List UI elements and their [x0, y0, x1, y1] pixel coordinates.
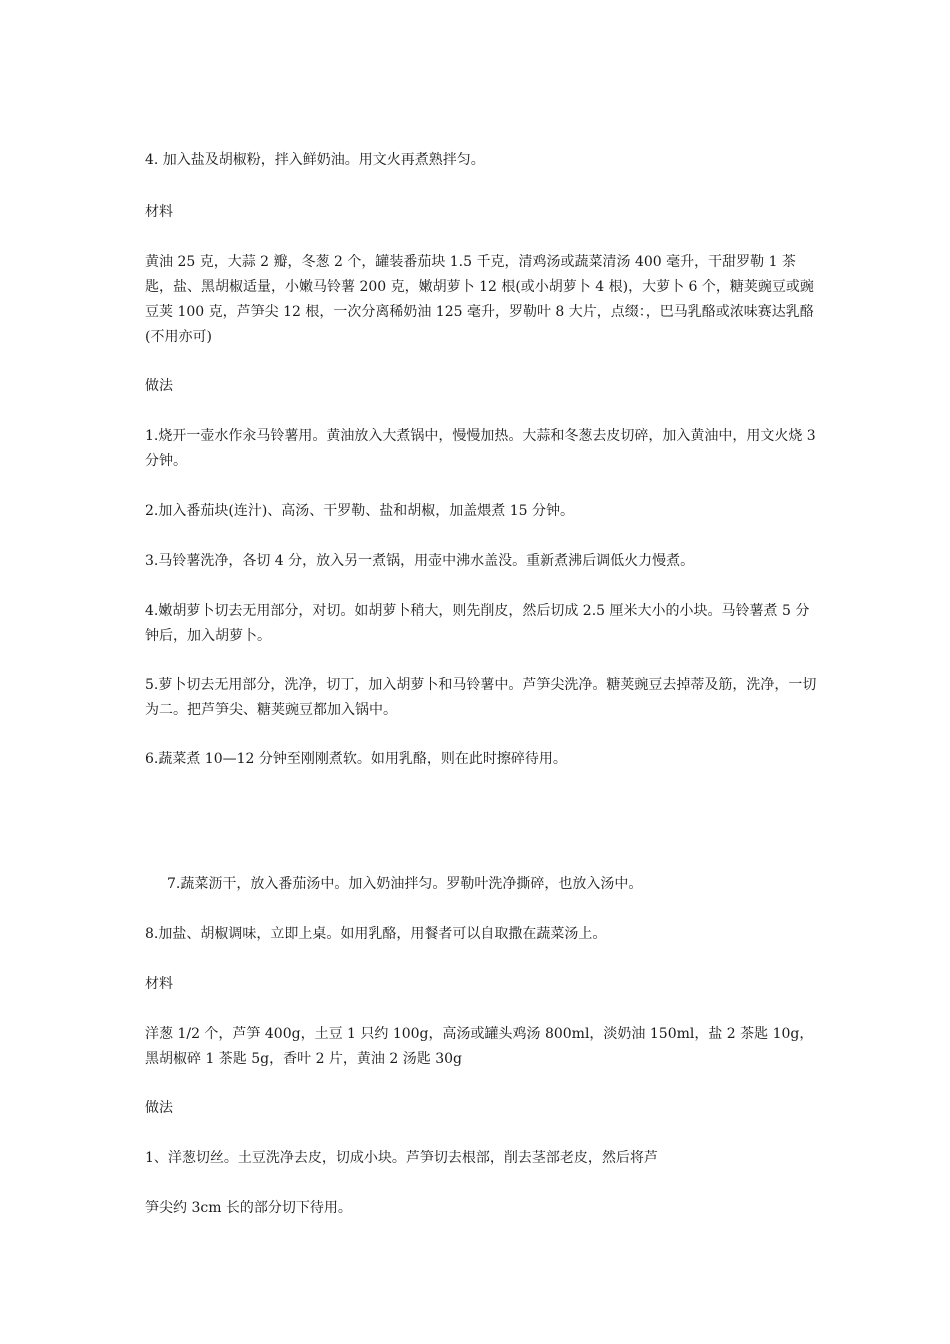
paragraph-method-step-1: 1.烧开一壶水作汆马铃薯用。黄油放入大煮锅中，慢慢加热。大蒜和冬葱去皮切碎，加入黄油中，用文火烧 3 分钟。 — [145, 428, 816, 469]
heading-ingredients-2: 材料 — [145, 976, 173, 992]
paragraph-method-step-2: 2.加入番茄块(连汁)、高汤、干罗勒、盐和胡椒，加盖煨煮 15 分钟。 — [145, 503, 574, 519]
heading-method-2: 做法 — [145, 1100, 173, 1116]
paragraph-ingredients-list-1: 黄油 25 克，大蒜 2 瓣，冬葱 2 个，罐装番茄块 1.5 千克，清鸡汤或蔬菜清汤 400 毫升，干甜罗勒 1 茶匙，盐、黑胡椒适量，小嫩马铃薯 200 克，嫩胡萝卜 12 根(或小胡萝卜 4 根)，大萝卜 6 个，糖荚豌豆或豌豆荚 100 克，芦笋尖 12 根，一次分离稀奶油 125 毫升，罗勒叶 8 大片，点缀：，巴马乳酪或浓味赛达乳酪(不用亦可) — [145, 254, 814, 345]
paragraph-method-step-4: 4.嫩胡萝卜切去无用部分，对切。如胡萝卜稍大，则先削皮，然后切成 2.5 厘米大小的小块。马铃薯煮 5 分钟后，加入胡萝卜。 — [145, 603, 810, 644]
paragraph-step-4-season: 4. 加入盐及胡椒粉，拌入鲜奶油。用文火再煮熟拌匀。 — [145, 152, 485, 168]
paragraph-method-step-3: 3.马铃薯洗净，各切 4 分，放入另一煮锅，用壶中沸水盖没。重新煮沸后调低火力慢煮。 — [145, 553, 695, 569]
paragraph-asparagus-step-1: 1、洋葱切丝。土豆洗净去皮，切成小块。芦笋切去根部，削去茎部老皮，然后将芦 — [145, 1150, 658, 1166]
heading-method-1: 做法 — [145, 378, 173, 394]
paragraph-method-step-6: 6.蔬菜煮 10—12 分钟至刚刚煮软。如用乳酪，则在此时擦碎待用。 — [145, 751, 567, 767]
paragraph-method-step-8: 8.加盐、胡椒调味，立即上桌。如用乳酪，用餐者可以自取撒在蔬菜汤上。 — [145, 926, 607, 942]
document-page — [145, 0, 820, 1344]
paragraph-asparagus-step-1-cont: 笋尖约 3cm 长的部分切下待用。 — [145, 1200, 352, 1216]
paragraph-method-step-5: 5.萝卜切去无用部分，洗净，切丁，加入胡萝卜和马铃薯中。芦笋尖洗净。糖荚豌豆去掉蒂及筋，洗净，一切为二。把芦笋尖、糖荚豌豆都加入锅中。 — [145, 677, 817, 718]
paragraph-method-step-7: 7.蔬菜沥干，放入番茄汤中。加入奶油拌匀。罗勒叶洗净撕碎，也放入汤中。 — [167, 876, 643, 892]
heading-ingredients-1: 材料 — [145, 204, 173, 220]
paragraph-ingredients-list-2: 洋葱 1/2 个，芦笋 400g，土豆 1 只约 100g，高汤或罐头鸡汤 800ml，淡奶油 150ml，盐 2 茶匙 10g，黑胡椒碎 1 茶匙 5g，香叶 2 片，黄油 2 汤匙 30g — [145, 1026, 814, 1067]
